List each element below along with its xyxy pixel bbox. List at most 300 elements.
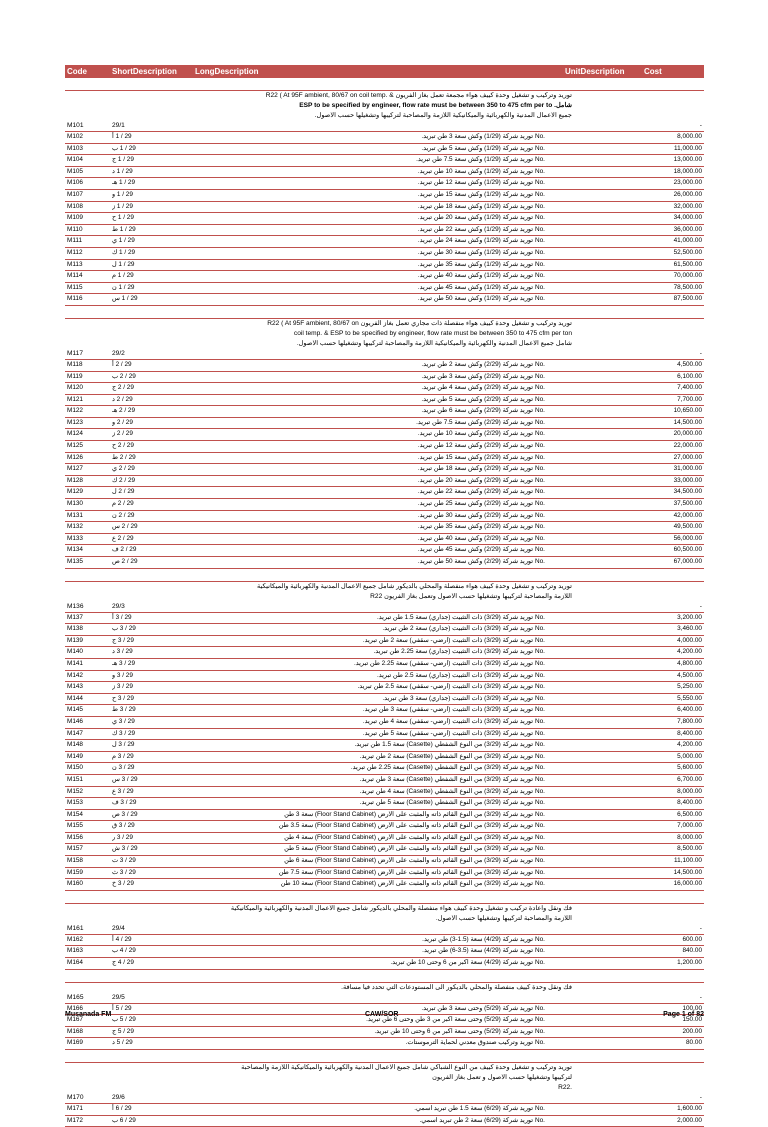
row-long: توريد شركة (3/29) ذات التثبيت (ارضي- سقفي) سعة 3 طن تبريد. [362, 706, 533, 714]
row-cost: 67,000.00 [673, 558, 702, 565]
row-code: M146 [67, 717, 83, 725]
group-heading-line: فك ونقل واعادة تركيب و تشغيل وحدة كييف هواء منفصلة والمحلي بالديكور شامل جميع الاعمال المدنية والكهربائية والميكانيكية [230, 904, 572, 912]
row-code: M162 [67, 935, 83, 943]
row-cost: 2,000.00 [677, 1116, 702, 1124]
group-spacer [65, 1050, 704, 1063]
row-short: 29 / 1 ج [112, 156, 134, 164]
row-unit: No. [535, 190, 545, 198]
row-unit: No. [535, 156, 545, 164]
table-row [65, 155, 704, 167]
row-short: 29 / 2 ص [112, 558, 138, 565]
row-short: 29 / 1 ل [112, 260, 135, 268]
row-short: 29 / 5 ج [112, 1027, 134, 1035]
row-code: M120 [67, 384, 83, 392]
row-short: 29 / 1 م [112, 272, 134, 280]
row-long: توريد شركة (2/29) وكش سعة 45 طن تبريد. [417, 546, 533, 554]
row-short: 29 / 1 ح [112, 214, 134, 222]
table-row [65, 636, 704, 648]
row-code: M172 [67, 1116, 83, 1124]
row-unit: No. [535, 764, 545, 772]
row-short: 29 / 1 ط [112, 225, 136, 233]
group-cost: - [699, 1094, 702, 1101]
row-unit: No. [535, 880, 545, 888]
table-row [65, 787, 704, 799]
row-short: 29 / 2 ك [112, 476, 136, 484]
row-unit: No. [535, 822, 545, 830]
row-short: 29 / 3 ج [112, 636, 134, 644]
row-unit: No. [535, 558, 545, 565]
group-heading-line: لتركيبها وتشغيلها حسب الاصول و تعمل بغاز الفريون [432, 1074, 572, 1081]
row-cost: 7,700.00 [677, 395, 702, 403]
row-cost: 70,000.00 [673, 272, 702, 280]
row-code: M139 [67, 636, 83, 644]
table-row [65, 383, 704, 395]
table-row [65, 271, 704, 283]
row-unit: No. [535, 845, 545, 853]
row-short: 29 / 3 و [112, 671, 133, 679]
row-short: 29 / 2 ل [112, 488, 135, 496]
row-short: 29 / 3 م [112, 752, 134, 760]
row-code: M142 [67, 671, 83, 679]
row-unit: No. [535, 523, 545, 531]
row-unit: No. [535, 659, 545, 667]
row-short: 29 / 3 ف [112, 799, 137, 807]
table-row [65, 810, 704, 822]
row-long: توريد شركة (1/29) وكش سعة 45 طن تبريد. [417, 283, 533, 291]
row-code: M153 [67, 799, 83, 807]
row-short: 29 / 2 ج [112, 384, 134, 392]
row-code: M144 [67, 694, 83, 702]
table-row [65, 225, 704, 237]
row-unit: No. [535, 959, 545, 967]
row-long: توريد وتركيب صندوق معدني لحماية الترموستات. [405, 1039, 533, 1047]
row-cost: 16,000.00 [673, 880, 702, 888]
group-heading-codes [65, 349, 704, 359]
group-cost: - [699, 602, 702, 610]
row-unit: No. [535, 648, 545, 656]
group-heading [65, 582, 704, 613]
row-short: 29 / 2 ب [112, 372, 136, 380]
row-unit: No. [535, 511, 545, 519]
row-unit: No. [535, 534, 545, 542]
table-row [65, 476, 704, 488]
row-long: توريد شركة (3/29) من النوع الشفطي (Casette) سعة 1.5 طن تبريد. [354, 741, 533, 749]
row-long: توريد شركة (3/29) من النوع الشفطي (Casette) سعة 4 طن تبريد. [359, 787, 533, 795]
row-cost: 1,200.00 [677, 959, 702, 967]
row-cost: 80.00 [686, 1039, 702, 1047]
group-heading [65, 904, 704, 935]
table-row [65, 659, 704, 671]
row-cost: 4,200.00 [677, 741, 702, 749]
row-long: توريد شركة (2/29) وكش سعة 3 طن تبريد. [421, 372, 533, 380]
table-row [65, 545, 704, 557]
row-unit: No. [535, 360, 545, 368]
col-short-header: ShortDescription [112, 67, 177, 76]
row-long: توريد شركة (4/29) سعة (1.5-3) طن تبريد. [422, 935, 533, 943]
table-row [65, 190, 704, 202]
row-unit: No. [535, 625, 545, 633]
table-row [65, 833, 704, 845]
row-long: توريد شركة (1/29) وكش سعة 5 طن تبريد. [421, 144, 533, 152]
row-code: M112 [67, 248, 83, 256]
row-unit: No. [535, 295, 545, 303]
row-code: M168 [67, 1027, 83, 1035]
row-short: 29 / 6 ب [112, 1116, 136, 1124]
row-unit: No. [535, 237, 545, 245]
row-code: M159 [67, 868, 83, 876]
row-cost: 4,500.00 [677, 360, 702, 368]
row-short: 29 / 2 ي [112, 465, 135, 473]
row-long: توريد شركة (3/29) من النوع القائم ذاته والمثبت على الارض (Floor Stand Cabinet) سعة 7.5 طن [278, 868, 533, 876]
row-short: 29 / 5 ب [112, 1016, 136, 1024]
row-short: 29 / 1 ي [112, 237, 135, 245]
row-code: M119 [67, 372, 83, 380]
row-unit: No. [535, 384, 545, 392]
group-spacer [65, 970, 704, 983]
table-row [65, 958, 704, 970]
row-short: 29 / 3 أ [112, 613, 132, 621]
row-cost: 8,400.00 [677, 799, 702, 807]
row-short: 29 / 3 ز [112, 683, 133, 691]
row-unit: No. [535, 671, 545, 679]
table-row [65, 671, 704, 683]
row-long: توريد شركة (1/29) وكش سعة 12 طن تبريد. [417, 179, 533, 187]
table-row [65, 647, 704, 659]
row-code: M104 [67, 156, 83, 164]
row-cost: 52,500.00 [673, 248, 702, 256]
row-code: M129 [67, 488, 83, 496]
row-cost: 78,500.00 [673, 283, 702, 291]
table-row [65, 752, 704, 764]
group-heading [65, 91, 704, 132]
row-cost: 20,000.00 [673, 430, 702, 438]
row-code: M134 [67, 546, 83, 554]
row-long: توريد شركة (3/29) ذات التثبيت (جداري) سعة 2.5 طن تبريد. [377, 671, 533, 679]
row-short: 29 / 1 س [112, 295, 138, 303]
row-unit: No. [535, 442, 545, 450]
group-code: M165 [67, 993, 84, 1001]
group-heading-line: اللازمة والمصاحبة لتركيبها وتشغيلها حسب الاصول. [435, 914, 572, 922]
row-cost: 14,500.00 [673, 418, 702, 426]
row-unit: No. [535, 868, 545, 876]
row-long: توريد شركة (1/29) وكش سعة 22 طن تبريد. [417, 225, 533, 233]
row-short: 29 / 3 ك [112, 729, 136, 737]
row-unit: No. [535, 1004, 545, 1012]
row-unit: No. [535, 283, 545, 291]
row-short: 29 / 4 ب [112, 947, 136, 955]
row-long: توريد شركة (2/29) وكش سعة 15 طن تبريد. [417, 453, 533, 461]
row-long: توريد شركة (2/29) وكش سعة 5 طن تبريد. [421, 395, 533, 403]
row-unit: No. [535, 706, 545, 714]
row-short: 29 / 2 ح [112, 442, 134, 450]
table-row [65, 132, 704, 144]
row-long: توريد شركة (3/29) ذات التثبيت (جداري) سعة 1.5 طن تبريد. [377, 613, 533, 621]
table-row [65, 429, 704, 441]
row-long: توريد شركة (1/29) وكش سعة 7.5 طن تبريد. [416, 156, 533, 164]
row-long: توريد شركة (6/29) سعة 1.5 طن تبريد اسمي. [414, 1105, 533, 1112]
group-spacer [65, 306, 704, 319]
table-row [65, 682, 704, 694]
row-code: M135 [67, 558, 83, 565]
row-cost: 37,500.00 [673, 500, 702, 508]
row-long: توريد شركة (3/29) ذات التثبيت (جداري) سعة 3 طن تبريد. [382, 694, 533, 702]
row-cost: 41,000.00 [673, 237, 702, 245]
table-row [65, 624, 704, 636]
row-long: توريد شركة (2/29) وكش سعة 10 طن تبريد. [417, 430, 533, 438]
table-row [65, 418, 704, 430]
table-row [65, 946, 704, 958]
row-code: M138 [67, 625, 83, 633]
row-short: 29 / 3 ن [112, 764, 135, 772]
row-cost: 8,000.00 [677, 833, 702, 841]
row-long: توريد شركة (3/29) من النوع الشفطي (Casette) سعة 2 طن تبريد. [359, 752, 533, 760]
row-cost: 42,000.00 [673, 511, 702, 519]
row-cost: 5,250.00 [677, 683, 702, 691]
row-unit: No. [535, 810, 545, 818]
row-short: 29 / 2 ز [112, 430, 133, 438]
row-long: توريد شركة (3/29) من النوع الشفطي (Casette) سعة 2.25 طن تبريد. [350, 764, 533, 772]
row-cost: 10,650.00 [673, 407, 702, 415]
row-unit: No. [535, 729, 545, 737]
row-short: 29 / 3 ي [112, 717, 135, 725]
row-short: 29 / 3 ب [112, 625, 136, 633]
row-unit: No. [535, 144, 545, 152]
row-unit: No. [535, 488, 545, 496]
row-long: توريد شركة (3/29) من النوع الشفطي (Casette) سعة 3 طن تبريد. [359, 775, 533, 783]
row-long: توريد شركة (2/29) وكش سعة 35 طن تبريد. [417, 523, 533, 531]
row-code: M123 [67, 418, 83, 426]
row-code: M163 [67, 947, 83, 955]
row-code: M125 [67, 442, 83, 450]
table-row [65, 522, 704, 534]
row-cost: 5,000.00 [677, 752, 702, 760]
row-long: توريد شركة (3/29) من النوع القائم ذاته والمثبت على الارض (Floor Stand Cabinet) سعة 10 طن [280, 880, 533, 888]
row-unit: No. [535, 372, 545, 380]
row-code: M171 [67, 1105, 83, 1112]
group-code: M101 [67, 122, 84, 129]
row-short: 29 / 1 ك [112, 248, 136, 256]
row-long: توريد شركة (3/29) ذات التثبيت (ارضي- سقفي) سعة 2.5 طن تبريد. [357, 683, 533, 691]
row-unit: No. [535, 225, 545, 233]
row-cost: 27,000.00 [673, 453, 702, 461]
row-cost: 8,500.00 [677, 845, 702, 853]
row-unit: No. [535, 500, 545, 508]
row-code: M118 [67, 360, 83, 368]
row-code: M150 [67, 764, 83, 772]
group-spacer [65, 569, 704, 582]
row-code: M107 [67, 190, 83, 198]
table-row [65, 372, 704, 384]
row-code: M160 [67, 880, 83, 888]
row-short: 29 / 2 م [112, 500, 134, 508]
row-unit: No. [535, 272, 545, 280]
row-long: توريد شركة (2/29) وكش سعة 18 طن تبريد. [417, 465, 533, 473]
col-cost-header: Cost [644, 67, 662, 76]
row-cost: 31,000.00 [673, 465, 702, 473]
table-row [65, 613, 704, 625]
row-code: M115 [67, 283, 83, 291]
row-code: M140 [67, 648, 83, 656]
row-code: M109 [67, 214, 83, 222]
row-unit: No. [535, 1105, 545, 1112]
row-code: M102 [67, 133, 83, 140]
table-row [65, 879, 704, 891]
row-unit: No. [535, 775, 545, 783]
row-code: M148 [67, 741, 83, 749]
row-unit: No. [535, 613, 545, 621]
row-cost: 6,100.00 [677, 372, 702, 380]
row-code: M158 [67, 857, 83, 865]
row-long: توريد شركة (5/29) وحتى سعة اكبر من 3 طن وحتى 6 طن تبريد. [366, 1016, 533, 1024]
table-row [65, 213, 704, 225]
footer-center: CAW/SOR [365, 1011, 399, 1018]
group-heading-line: توريد وتركيب و تشغيل وحدة كييف هواء مجمعة تعمل بغاز الفريون & .R22 ( At 95F ambient, 80/67 on coil temp [265, 92, 572, 99]
row-long: توريد شركة (1/29) وكش سعة 24 طن تبريد. [417, 237, 533, 245]
row-cost: 4,500.00 [677, 671, 702, 679]
table-row [65, 236, 704, 248]
row-short: 29 / 3 خ [112, 880, 134, 888]
row-unit: No. [535, 741, 545, 749]
row-short: 29 / 2 د [112, 395, 133, 403]
row-cost: 8,400.00 [677, 729, 702, 737]
group-heading-line: coil temp. & ESP to be specified by engineer, flow rate must be between 350 to 475 cfm per ton [293, 329, 572, 337]
group-short: 29/5 [112, 993, 125, 1001]
table-row [65, 283, 704, 295]
group-cost: - [699, 349, 702, 357]
table-row [65, 144, 704, 156]
group-short: 29/4 [112, 924, 125, 932]
row-unit: No. [535, 694, 545, 702]
row-code: M128 [67, 476, 83, 484]
group-short: 29/2 [112, 349, 125, 357]
col-long-header: LongDescription [195, 67, 259, 76]
row-long: توريد شركة (2/29) وكش سعة 2 طن تبريد. [421, 360, 533, 368]
row-unit: No. [535, 752, 545, 760]
row-unit: No. [535, 430, 545, 438]
table-row [65, 487, 704, 499]
row-long: توريد شركة (2/29) وكش سعة 12 طن تبريد. [417, 442, 533, 450]
table-row [65, 729, 704, 741]
row-long: توريد شركة (3/29) ذات التثبيت (ارضي- سقفي) سعة 4 طن تبريد. [362, 717, 533, 725]
row-cost: 5,600.00 [677, 764, 702, 772]
row-cost: 49,500.00 [673, 523, 702, 531]
row-unit: No. [535, 857, 545, 865]
row-cost: 11,000.00 [674, 144, 702, 152]
table-row [65, 868, 704, 880]
table-row [65, 798, 704, 810]
row-code: M105 [67, 167, 83, 175]
row-long: توريد شركة (2/29) وكش سعة 40 طن تبريد. [417, 534, 533, 542]
row-code: M143 [67, 683, 83, 691]
row-code: M111 [67, 237, 83, 245]
table-row [65, 856, 704, 868]
row-short: 29 / 3 د [112, 648, 133, 656]
group-short: 29/3 [112, 602, 125, 610]
row-short: 29 / 5 أ [112, 1004, 132, 1012]
row-unit: No. [535, 395, 545, 403]
row-cost: 11,100.00 [674, 857, 702, 865]
group-spacer [65, 78, 704, 91]
footer-page-number: Page 1 of 82 [663, 1011, 704, 1018]
row-long: توريد شركة (3/29) من النوع القائم ذاته والمثبت على الارض (Floor Stand Cabinet) سعة 6 طن [284, 857, 533, 865]
row-unit: No. [535, 1016, 545, 1024]
row-short: 29 / 5 د [112, 1039, 133, 1047]
row-code: M157 [67, 845, 83, 853]
group-heading-line: ESP to be specified by engineer, flow rate must be between 350 to 475 cfm per to .شامل [299, 102, 572, 109]
table-row [65, 534, 704, 546]
row-cost: 7,000.00 [677, 822, 702, 830]
table-row [65, 202, 704, 214]
row-cost: 87,500.00 [673, 295, 702, 303]
group-heading [65, 319, 704, 360]
table-row [65, 441, 704, 453]
row-code: M164 [67, 959, 83, 967]
row-cost: 3,200.00 [677, 613, 702, 621]
col-unit-header: UnitDescription [565, 67, 625, 76]
row-long: توريد شركة (3/29) ذات التثبيت (ارضي- سقفي) سعة 2 طن تبريد. [362, 636, 533, 644]
row-unit: No. [535, 133, 545, 140]
row-unit: No. [535, 260, 545, 268]
footer-left: Musanada FM [65, 1011, 112, 1018]
row-cost: 4,200.00 [677, 648, 702, 656]
row-short: 29 / 3 هـ [112, 659, 136, 667]
row-long: توريد شركة (1/29) وكش سعة 35 طن تبريد. [417, 260, 533, 268]
row-cost: 26,000.00 [673, 190, 702, 198]
row-unit: No. [535, 476, 545, 484]
row-code: M154 [67, 810, 83, 818]
row-code: M141 [67, 659, 83, 667]
row-unit: No. [535, 248, 545, 256]
group-short: 29/1 [112, 122, 125, 129]
table-row [65, 453, 704, 465]
row-unit: No. [535, 546, 545, 554]
group-heading-codes [65, 1093, 704, 1103]
row-unit: No. [535, 453, 545, 461]
group-heading [65, 1063, 704, 1104]
row-short: 29 / 1 و [112, 190, 133, 198]
row-code: M114 [67, 272, 83, 280]
row-unit: No. [535, 636, 545, 644]
row-unit: No. [535, 833, 545, 841]
col-code-header: Code [67, 67, 87, 76]
row-cost: 56,000.00 [673, 534, 702, 542]
row-long: توريد شركة (4/29) سعة (3.5-6) طن تبريد. [422, 947, 533, 955]
row-code: M151 [67, 775, 83, 783]
row-cost: 23,000.00 [673, 179, 702, 187]
row-code: M124 [67, 430, 83, 438]
table-row [65, 694, 704, 706]
group-heading-codes [65, 993, 704, 1003]
row-cost: 34,000.00 [673, 214, 702, 222]
row-short: 29 / 2 ط [112, 453, 136, 461]
group-cost: - [699, 924, 702, 932]
group-cost: - [699, 993, 702, 1001]
row-short: 29 / 2 ف [112, 546, 137, 554]
row-cost: 33,000.00 [673, 476, 702, 484]
row-unit: No. [535, 179, 545, 187]
row-code: M152 [67, 787, 83, 795]
row-short: 29 / 3 ط [112, 706, 136, 714]
row-code: M166 [67, 1004, 83, 1012]
sor-table [65, 65, 704, 1127]
row-cost: 150.00 [682, 1016, 702, 1024]
row-short: 29 / 2 و [112, 418, 133, 426]
group-heading-line: توريد وتركيب و تشغيل وحدة كييف هواء منفصلة ذات مجاري تعمل بغاز الفريون R22 ( At 95F ambient, 80/67 on [267, 319, 572, 327]
table-row [65, 167, 704, 179]
row-cost: 100.00 [682, 1004, 702, 1012]
row-cost: 1,600.00 [677, 1105, 702, 1112]
row-long: توريد شركة (3/29) من النوع القائم ذاته والمثبت على الارض (Floor Stand Cabinet) سعة 3.5 طن [278, 822, 533, 830]
